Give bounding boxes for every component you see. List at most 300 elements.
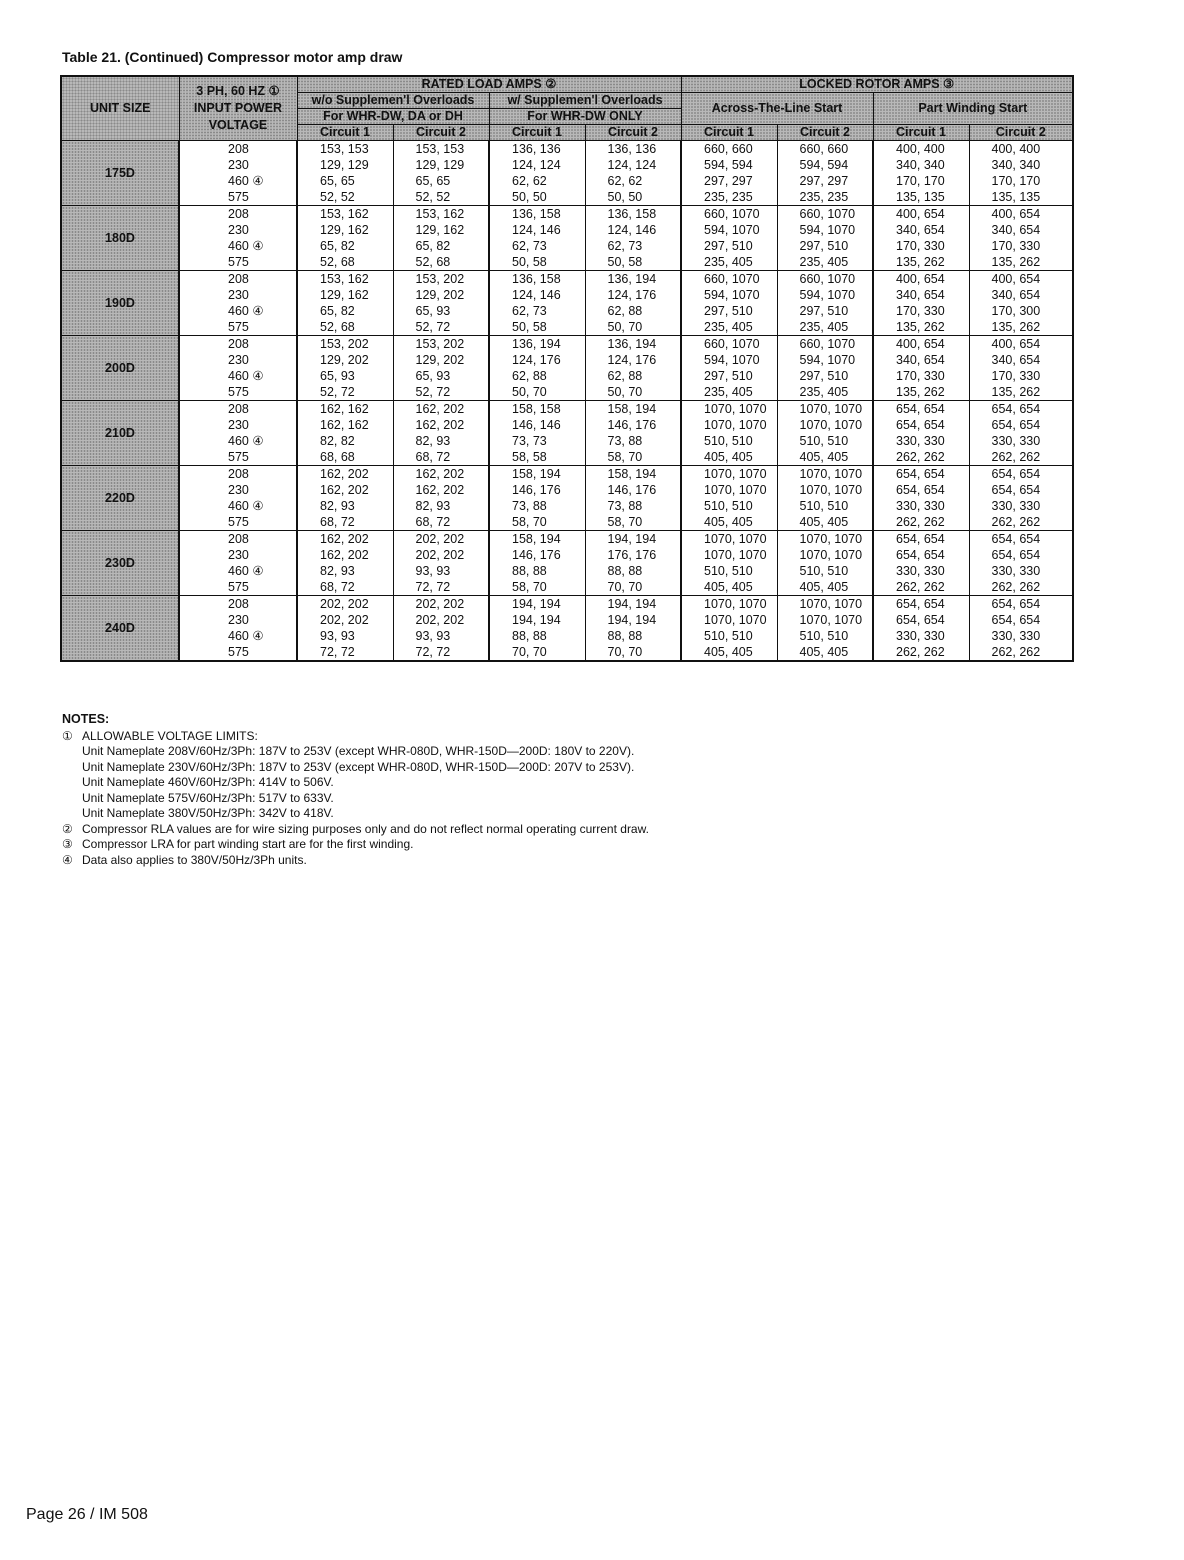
voltage-value: 208 — [228, 207, 249, 221]
voltage-cell — [179, 336, 297, 401]
amp-value: 52, 72 — [415, 320, 451, 334]
amp-value: 58, 70 — [512, 515, 547, 529]
amp-cell — [969, 596, 1073, 662]
amp-value: 405, 405 — [704, 645, 753, 659]
amp-cell — [681, 206, 777, 271]
amp-value: 62, 73 — [607, 239, 643, 253]
table-row — [61, 531, 1073, 596]
amp-value: 124, 124 — [607, 158, 657, 172]
amp-cell — [873, 141, 969, 206]
amp-cell — [585, 141, 681, 206]
voltage-value: 460 ④ — [228, 174, 264, 188]
amp-value: 129, 202 — [415, 353, 465, 367]
amp-value: 330, 330 — [896, 434, 945, 448]
amp-cell — [681, 596, 777, 662]
amp-value: 660, 1070 — [704, 337, 760, 351]
amp-value: 129, 202 — [415, 288, 465, 302]
voltage-value: 575 — [228, 385, 249, 399]
amp-value: 194, 194 — [607, 532, 657, 546]
amp-value: 162, 202 — [320, 548, 369, 562]
amp-value: 62, 62 — [607, 174, 643, 188]
amp-cell — [297, 531, 393, 596]
amp-value: 297, 510 — [799, 239, 849, 253]
amp-cell — [873, 271, 969, 336]
amp-cell — [489, 596, 585, 662]
amp-value: 146, 176 — [607, 483, 657, 497]
amp-value: 68, 72 — [320, 515, 355, 529]
note-2 — [62, 822, 649, 838]
amp-value: 170, 330 — [991, 369, 1041, 383]
voltage-cell — [179, 206, 297, 271]
amp-value: 660, 1070 — [704, 207, 760, 221]
amp-cell — [969, 401, 1073, 466]
amp-value: 73, 88 — [512, 499, 547, 513]
note-sub-line: Unit Nameplate 460V/60Hz/3Ph: 414V to 506V. — [82, 775, 334, 789]
amp-value: 654, 654 — [991, 613, 1041, 627]
table-row — [61, 466, 1073, 531]
amp-value: 1070, 1070 — [799, 597, 863, 611]
amp-value: 73, 73 — [512, 434, 547, 448]
amp-value: 73, 88 — [607, 499, 643, 513]
amp-value: 58, 70 — [607, 515, 643, 529]
amp-value: 124, 176 — [607, 288, 657, 302]
amp-value: 50, 58 — [512, 255, 547, 269]
amp-value: 73, 88 — [607, 434, 643, 448]
amp-value: 1070, 1070 — [799, 467, 863, 481]
amp-value: 400, 654 — [991, 272, 1041, 286]
amp-value: 400, 400 — [991, 142, 1041, 156]
amp-value: 1070, 1070 — [704, 613, 767, 627]
note-sub-line: Unit Nameplate 230V/60Hz/3Ph: 187V to 253V (except WHR-080D, WHR-150D—200D: 207V to 253V). — [82, 759, 635, 774]
amp-cell — [393, 206, 489, 271]
circuit-header: Circuit 2 — [393, 125, 489, 141]
amp-value: 400, 654 — [991, 207, 1041, 221]
amp-value: 660, 660 — [704, 142, 753, 156]
amp-value: 124, 176 — [607, 353, 657, 367]
amp-cell — [585, 401, 681, 466]
amp-value: 52, 72 — [415, 385, 451, 399]
amp-value: 660, 1070 — [799, 207, 856, 221]
amp-value: 52, 52 — [415, 190, 451, 204]
amp-value: 146, 176 — [607, 418, 657, 432]
amp-value: 65, 82 — [320, 304, 355, 318]
voltage-value: 208 — [228, 272, 249, 286]
page-footer: Page 26 / IM 508 — [26, 1506, 148, 1523]
amp-value: 594, 1070 — [799, 353, 856, 367]
amp-cell — [681, 336, 777, 401]
note-sub-line: Unit Nameplate 380V/50Hz/3Ph: 342V to 418V. — [82, 806, 334, 820]
voltage-value: 230 — [228, 483, 249, 497]
amp-cell — [777, 596, 873, 662]
amp-value: 400, 654 — [896, 272, 945, 286]
amp-value: 129, 129 — [320, 158, 369, 172]
amp-value: 88, 88 — [512, 629, 547, 643]
amp-value: 88, 88 — [607, 564, 643, 578]
amp-value: 235, 405 — [799, 255, 849, 269]
amp-value: 654, 654 — [896, 402, 945, 416]
amp-value: 594, 594 — [799, 158, 849, 172]
amp-cell — [489, 141, 585, 206]
amp-value: 1070, 1070 — [799, 532, 863, 546]
amp-value: 70, 70 — [512, 645, 547, 659]
amp-value: 58, 58 — [512, 450, 547, 464]
amp-cell — [777, 336, 873, 401]
table-row — [61, 271, 1073, 336]
note-sub-line: Unit Nameplate 575V/60Hz/3Ph: 517V to 633V. — [82, 790, 334, 805]
amp-value: 135, 135 — [896, 190, 945, 204]
amp-cell — [489, 466, 585, 531]
voltage-value: 208 — [228, 532, 249, 546]
amp-value: 654, 654 — [991, 418, 1041, 432]
amp-cell — [777, 466, 873, 531]
amp-value: 297, 297 — [799, 174, 849, 188]
amp-value: 65, 93 — [415, 304, 451, 318]
amp-cell — [489, 271, 585, 336]
amp-cell — [489, 401, 585, 466]
unit-size-cell: 240D — [61, 596, 179, 662]
voltage-value: 575 — [228, 255, 249, 269]
voltage-value: 575 — [228, 580, 249, 594]
amp-value: 235, 235 — [799, 190, 849, 204]
voltage-value: 575 — [228, 645, 249, 659]
amp-value: 660, 660 — [799, 142, 849, 156]
amp-value: 1070, 1070 — [704, 402, 767, 416]
amp-value: 1070, 1070 — [799, 483, 863, 497]
voltage-value: 230 — [228, 548, 249, 562]
amp-value: 202, 202 — [320, 597, 369, 611]
amp-value: 400, 654 — [896, 337, 945, 351]
amp-value: 162, 162 — [320, 402, 369, 416]
amp-value: 1070, 1070 — [799, 548, 863, 562]
amp-value: 510, 510 — [704, 629, 753, 643]
amp-value: 72, 72 — [415, 580, 451, 594]
amp-value: 1070, 1070 — [704, 467, 767, 481]
voltage-cell — [179, 531, 297, 596]
amp-value: 202, 202 — [320, 613, 369, 627]
amp-value: 235, 405 — [799, 385, 849, 399]
amp-value: 136, 136 — [512, 142, 561, 156]
amp-value: 50, 58 — [607, 255, 643, 269]
amp-value: 68, 72 — [320, 580, 355, 594]
amp-value: 340, 654 — [991, 353, 1041, 367]
voltage-value: 460 ④ — [228, 564, 264, 578]
amp-cell — [393, 336, 489, 401]
amp-value: 52, 68 — [415, 255, 451, 269]
circuit-header: Circuit 2 — [777, 125, 873, 141]
voltage-cell — [179, 596, 297, 662]
amp-value: 129, 162 — [415, 223, 465, 237]
amp-cell — [681, 141, 777, 206]
amp-value: 1070, 1070 — [704, 548, 767, 562]
amp-value: 62, 73 — [512, 304, 547, 318]
amp-value: 594, 1070 — [704, 353, 760, 367]
amp-value: 124, 124 — [512, 158, 561, 172]
note-text: ALLOWABLE VOLTAGE LIMITS: — [82, 728, 258, 743]
voltage-value: 230 — [228, 353, 249, 367]
amp-value: 262, 262 — [991, 450, 1041, 464]
amp-cell — [681, 401, 777, 466]
note-1 — [62, 729, 649, 745]
amp-value: 93, 93 — [415, 564, 451, 578]
amp-value: 176, 176 — [607, 548, 657, 562]
amp-cell — [585, 596, 681, 662]
circuit-header: Circuit 1 — [489, 125, 585, 141]
voltage-value: 208 — [228, 337, 249, 351]
amp-value: 330, 330 — [991, 564, 1041, 578]
amp-cell — [873, 401, 969, 466]
amp-value: 1070, 1070 — [704, 483, 767, 497]
amp-value: 162, 202 — [320, 532, 369, 546]
amp-value: 510, 510 — [799, 434, 849, 448]
amp-value: 654, 654 — [896, 483, 945, 497]
amp-value: 194, 194 — [607, 613, 657, 627]
amp-value: 65, 65 — [415, 174, 451, 188]
amp-value: 340, 654 — [896, 353, 945, 367]
amp-cell — [681, 271, 777, 336]
amp-value: 82, 93 — [320, 499, 355, 513]
amp-value: 235, 405 — [704, 255, 753, 269]
amp-cell — [489, 336, 585, 401]
amp-cell — [393, 596, 489, 662]
w-overloads-header: w/ Supplemen'l Overloads — [489, 93, 681, 109]
amp-value: 170, 300 — [991, 304, 1041, 318]
amp-cell — [777, 531, 873, 596]
amp-value: 65, 82 — [415, 239, 451, 253]
amp-cell — [873, 596, 969, 662]
note-text: Data also applies to 380V/50Hz/3Ph units. — [82, 852, 307, 867]
amp-cell — [969, 141, 1073, 206]
amp-cell — [297, 141, 393, 206]
circuit-header: Circuit 1 — [873, 125, 969, 141]
amp-value: 129, 162 — [320, 223, 369, 237]
amp-value: 202, 202 — [415, 532, 465, 546]
amp-value: 129, 202 — [320, 353, 369, 367]
amp-value: 594, 1070 — [799, 223, 856, 237]
locked-rotor-header: LOCKED ROTOR AMPS ③ — [681, 76, 1073, 93]
amp-value: 170, 330 — [896, 239, 945, 253]
amp-value: 262, 262 — [991, 515, 1041, 529]
amp-cell — [777, 401, 873, 466]
voltage-value: 208 — [228, 467, 249, 481]
amp-value: 162, 202 — [320, 467, 369, 481]
amp-value: 50, 50 — [607, 190, 643, 204]
amp-value: 654, 654 — [896, 548, 945, 562]
amp-value: 340, 654 — [991, 288, 1041, 302]
amp-cell — [297, 206, 393, 271]
amp-value: 297, 297 — [704, 174, 753, 188]
amp-value: 136, 158 — [607, 207, 657, 221]
voltage-value: 575 — [228, 190, 249, 204]
amp-value: 510, 510 — [704, 564, 753, 578]
unit-size-cell: 190D — [61, 271, 179, 336]
amp-value: 129, 129 — [415, 158, 465, 172]
note-text: Compressor LRA for part winding start are for the first winding. — [82, 837, 414, 851]
amp-value: 405, 405 — [799, 515, 849, 529]
unit-size-cell: 230D — [61, 531, 179, 596]
amp-value: 654, 654 — [991, 402, 1041, 416]
amp-value: 62, 88 — [512, 369, 547, 383]
amp-value: 82, 93 — [415, 499, 451, 513]
amp-value: 340, 654 — [896, 223, 945, 237]
voltage-value: 460 ④ — [228, 369, 264, 383]
amp-value: 158, 158 — [512, 402, 561, 416]
amp-value: 400, 400 — [896, 142, 945, 156]
amp-cell — [777, 206, 873, 271]
amp-value: 170, 170 — [991, 174, 1041, 188]
amp-value: 660, 1070 — [704, 272, 760, 286]
amp-cell — [297, 401, 393, 466]
amp-value: 65, 65 — [320, 174, 355, 188]
amp-cell — [873, 206, 969, 271]
amp-value: 62, 88 — [607, 304, 643, 318]
amp-value: 1070, 1070 — [799, 418, 863, 432]
circuit-header: Circuit 2 — [969, 125, 1073, 141]
amp-value: 135, 262 — [896, 385, 945, 399]
amp-value: 153, 162 — [320, 272, 369, 286]
amp-value: 50, 70 — [607, 320, 643, 334]
amp-value: 135, 262 — [991, 255, 1041, 269]
voltage-cell — [179, 271, 297, 336]
table-row — [61, 336, 1073, 401]
amp-value: 146, 146 — [512, 418, 561, 432]
amp-value: 340, 340 — [991, 158, 1041, 172]
amp-value: 194, 194 — [512, 613, 561, 627]
amp-value: 170, 170 — [896, 174, 945, 188]
note-marker: ① — [62, 728, 73, 743]
amp-value: 72, 72 — [415, 645, 451, 659]
amp-value: 405, 405 — [704, 580, 753, 594]
amp-value: 1070, 1070 — [799, 613, 863, 627]
voltage-cell — [179, 401, 297, 466]
amp-value: 82, 93 — [415, 434, 451, 448]
table-body — [61, 141, 1073, 662]
circuit-header: Circuit 1 — [297, 125, 393, 141]
voltage-value: 460 ④ — [228, 499, 264, 513]
voltage-value: 460 ④ — [228, 434, 264, 448]
voltage-value: 230 — [228, 288, 249, 302]
amp-value: 129, 162 — [320, 288, 369, 302]
amp-cell — [969, 271, 1073, 336]
amp-value: 594, 1070 — [799, 288, 856, 302]
amp-value: 297, 510 — [799, 304, 849, 318]
amp-cell — [297, 271, 393, 336]
amp-value: 162, 202 — [415, 418, 465, 432]
note-sub-line: Unit Nameplate 208V/60Hz/3Ph: 187V to 253V (except WHR-080D, WHR-150D—200D: 180V to 220V). — [82, 744, 635, 758]
amp-value: 170, 330 — [896, 304, 945, 318]
amp-value: 136, 158 — [512, 207, 561, 221]
voltage-cell — [179, 141, 297, 206]
amp-value: 62, 88 — [607, 369, 643, 383]
amp-cell — [873, 336, 969, 401]
amp-value: 330, 330 — [991, 499, 1041, 513]
amp-value: 70, 70 — [607, 580, 643, 594]
amp-value: 297, 510 — [704, 369, 753, 383]
amp-value: 405, 405 — [704, 450, 753, 464]
amp-value: 262, 262 — [896, 580, 945, 594]
amp-value: 405, 405 — [799, 645, 849, 659]
amp-value: 162, 202 — [415, 467, 465, 481]
unit-size-cell: 210D — [61, 401, 179, 466]
amp-value: 93, 93 — [415, 629, 451, 643]
amp-value: 135, 262 — [991, 385, 1041, 399]
amp-value: 170, 330 — [991, 239, 1041, 253]
circuit-header: Circuit 1 — [681, 125, 777, 141]
amp-value: 654, 654 — [991, 483, 1041, 497]
amp-cell — [585, 531, 681, 596]
amp-value: 65, 93 — [415, 369, 451, 383]
note-3 — [62, 837, 649, 853]
amp-value: 330, 330 — [896, 499, 945, 513]
amp-value: 162, 202 — [320, 483, 369, 497]
amp-value: 297, 510 — [704, 304, 753, 318]
amp-cell — [585, 271, 681, 336]
unit-size-header: UNIT SIZE — [61, 76, 179, 141]
amp-value: 52, 68 — [320, 320, 355, 334]
amp-value: 330, 330 — [896, 564, 945, 578]
amp-value: 510, 510 — [799, 564, 849, 578]
note-marker: ② — [62, 821, 73, 836]
amp-cell — [393, 531, 489, 596]
amp-value: 52, 72 — [320, 385, 355, 399]
amp-value: 68, 72 — [415, 450, 451, 464]
amp-value: 135, 135 — [991, 190, 1041, 204]
amp-value: 262, 262 — [896, 450, 945, 464]
amp-value: 654, 654 — [896, 532, 945, 546]
table-row — [61, 596, 1073, 662]
amp-value: 50, 70 — [607, 385, 643, 399]
amp-value: 654, 654 — [991, 548, 1041, 562]
amp-cell — [873, 466, 969, 531]
amp-value: 654, 654 — [991, 467, 1041, 481]
amp-cell — [681, 466, 777, 531]
amp-cell — [777, 271, 873, 336]
amp-value: 135, 262 — [896, 255, 945, 269]
amp-cell — [585, 466, 681, 531]
amp-value: 50, 70 — [512, 385, 547, 399]
amp-value: 262, 262 — [991, 645, 1041, 659]
input-voltage-header: 3 PH, 60 HZ ① INPUT POWER VOLTAGE — [179, 76, 297, 141]
amp-value: 135, 262 — [991, 320, 1041, 334]
amp-draw-table — [60, 75, 1074, 662]
amp-value: 82, 93 — [320, 564, 355, 578]
amp-value: 162, 202 — [415, 402, 465, 416]
amp-value: 594, 1070 — [704, 288, 760, 302]
amp-value: 135, 262 — [896, 320, 945, 334]
amp-value: 124, 146 — [607, 223, 657, 237]
amp-value: 72, 72 — [320, 645, 355, 659]
voltage-value: 575 — [228, 450, 249, 464]
voltage-value: 230 — [228, 158, 249, 172]
amp-value: 510, 510 — [704, 434, 753, 448]
wo-overloads-header: w/o Supplemen'l Overloads — [297, 93, 489, 109]
amp-value: 510, 510 — [799, 629, 849, 643]
amp-value: 158, 194 — [512, 467, 561, 481]
amp-value: 330, 330 — [896, 629, 945, 643]
voltage-value: 460 ④ — [228, 239, 264, 253]
amp-value: 340, 654 — [991, 223, 1041, 237]
amp-value: 405, 405 — [799, 580, 849, 594]
voltage-cell — [179, 466, 297, 531]
amp-value: 405, 405 — [704, 515, 753, 529]
amp-value: 124, 146 — [512, 288, 561, 302]
voltage-value: 208 — [228, 597, 249, 611]
note-text: Compressor RLA values are for wire sizing purposes only and do not reflect normal operating current draw. — [82, 821, 649, 836]
amp-value: 58, 70 — [607, 450, 643, 464]
note-marker: ④ — [62, 852, 73, 867]
amp-value: 65, 82 — [320, 239, 355, 253]
amp-value: 162, 162 — [320, 418, 369, 432]
amp-value: 68, 72 — [415, 515, 451, 529]
